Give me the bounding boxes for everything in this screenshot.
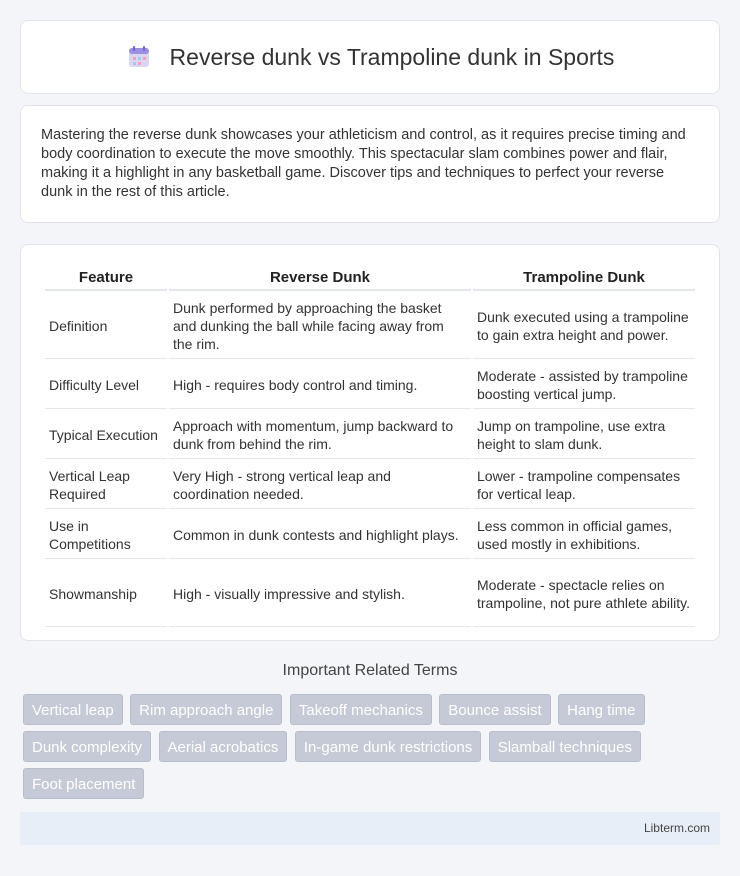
- cell-trampoline: Lower - trampoline compensates for vertical leap.: [473, 461, 695, 509]
- tag-aerial-acrobatics[interactable]: Aerial acrobatics: [159, 731, 288, 762]
- tag-hang-time[interactable]: Hang time: [558, 694, 644, 725]
- cell-feature: Difficulty Level: [45, 361, 167, 409]
- comparison-table-card: [20, 244, 720, 641]
- cell-reverse: Approach with momentum, jump backward to dunk from behind the rim.: [169, 411, 471, 459]
- related-terms-title: Important Related Terms: [282, 662, 458, 679]
- header-trampoline-dunk: Trampoline Dunk: [473, 267, 695, 291]
- footer-site-link[interactable]: Libterm.com: [643, 821, 710, 835]
- calendar-icon: [126, 44, 152, 70]
- cell-trampoline: Dunk executed using a trampoline to gain extra height and power.: [473, 293, 695, 359]
- table-header-row: [45, 267, 695, 291]
- cell-trampoline: Jump on trampoline, use extra height to slam dunk.: [473, 411, 695, 459]
- title-card: [20, 20, 720, 94]
- table-row: [45, 561, 695, 627]
- table-row: [45, 361, 695, 409]
- tag-slamball-techniques[interactable]: Slamball techniques: [489, 731, 641, 762]
- cell-feature: Typical Execution: [45, 411, 167, 459]
- tag-takeoff-mechanics[interactable]: Takeoff mechanics: [290, 694, 432, 725]
- cell-reverse: Dunk performed by approaching the basket and dunking the ball while facing away from the rim.: [169, 293, 471, 359]
- footer: [20, 812, 720, 845]
- comparison-table: [43, 265, 697, 629]
- cell-reverse: Common in dunk contests and highlight plays.: [169, 511, 471, 559]
- tag-foot-placement[interactable]: Foot placement: [23, 768, 144, 799]
- header-reverse-dunk: Reverse Dunk: [169, 267, 471, 291]
- tag-dunk-complexity[interactable]: Dunk complexity: [23, 731, 151, 762]
- tag-in-game-dunk-restrictions[interactable]: In-game dunk restrictions: [295, 731, 481, 762]
- header-feature: Feature: [45, 267, 167, 291]
- related-terms-list: [23, 694, 703, 805]
- tag-bounce-assist[interactable]: Bounce assist: [439, 694, 550, 725]
- cell-reverse: Very High - strong vertical leap and coordination needed.: [169, 461, 471, 509]
- table-row: [45, 293, 695, 359]
- cell-trampoline: Moderate - spectacle relies on trampoline, not pure athlete ability.: [473, 561, 695, 627]
- cell-feature: Showmanship: [45, 561, 167, 627]
- cell-reverse: High - requires body control and timing.: [169, 361, 471, 409]
- page-title: Reverse dunk vs Trampoline dunk in Sports: [169, 43, 615, 70]
- table-row: [45, 461, 695, 509]
- table-row: [45, 511, 695, 559]
- intro-text: Mastering the reverse dunk showcases your athleticism and control, as it requires precise timing and body coordination to execute the move smoothly. This spectacular slam combines power and flair, making it a highlight in any basketball game. Discover tips and techniques to perfect your reverse dunk in the rest of this article.: [41, 127, 686, 200]
- tag-rim-approach-angle[interactable]: Rim approach angle: [130, 694, 282, 725]
- cell-trampoline: Moderate - assisted by trampoline boosting vertical jump.: [473, 361, 695, 409]
- cell-feature: Use in Competitions: [45, 511, 167, 559]
- table-row: [45, 411, 695, 459]
- cell-feature: Vertical Leap Required: [45, 461, 167, 509]
- cell-feature: Definition: [45, 293, 167, 359]
- cell-trampoline: Less common in official games, used mostly in exhibitions.: [473, 511, 695, 559]
- cell-reverse: High - visually impressive and stylish.: [169, 561, 471, 627]
- tag-vertical-leap[interactable]: Vertical leap: [23, 694, 123, 725]
- intro-card: [20, 105, 720, 223]
